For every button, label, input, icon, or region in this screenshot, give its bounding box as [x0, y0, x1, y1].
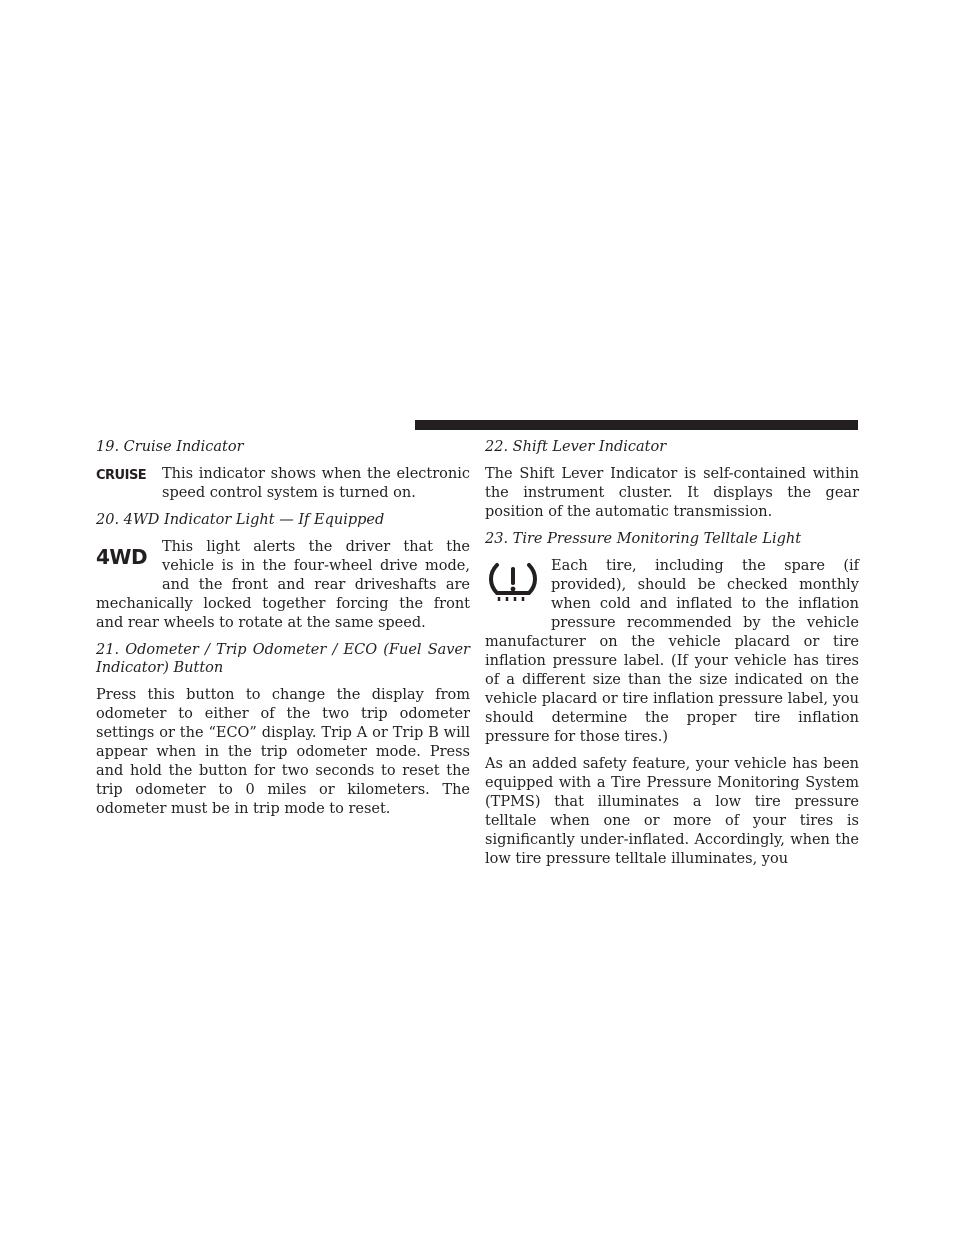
4wd-icon: 4WD [96, 545, 148, 569]
odometer-button-text: Press this button to change the display from odometer to either of the two trip odometer settings or the “ECO” display. Trip A or Trip B will appear when in the trip odometer mode. Press and hold the button for two seconds to reset the trip odometer to 0 miles or kilometers. The odometer must be in trip mode to reset. [96, 687, 470, 817]
cruise-icon: CRUISE [96, 468, 147, 483]
right-column [485, 438, 859, 877]
heading-odometer-button: 21. Odometer / Trip Odometer / ECO (Fuel Saver Indicator) Button [96, 642, 470, 676]
tire-pressure-text-2: As an added safety feature, your vehicle has been equipped with a Tire Pressure Monitoring System (TPMS) that illuminates a low tire pressure telltale when one or more of your tires is significantly under-inflated. Accordingly, when the low tire pressure telltale illuminates, you [485, 756, 859, 867]
heading-shift-lever-indicator: 22. Shift Lever Indicator [485, 439, 667, 455]
tire-pressure-icon [485, 559, 541, 619]
tire-pressure-text-1: Each tire, including the spare (if provided), should be checked monthly when cold and inflated to the inflation pressure recommended by the vehicle manufacturer on the vehicle placard or tire inflation pressure label. (If your vehicle has tires of a different size than the size indicated on the vehicle placard or tire inflation pressure label, you should determine the proper tire inflation pressure for those tires.) [485, 558, 859, 745]
4wd-indicator-text: This light alerts the driver that the vehicle is in the four-wheel drive mode, and the front and rear driveshafts are mechanically locked together forcing the front and rear wheels to rotate at the same speed. [96, 539, 470, 631]
header-rule [415, 420, 858, 430]
left-column [96, 438, 470, 827]
shift-lever-indicator-text: The Shift Lever Indicator is self-contained within the instrument cluster. It displays the gear position of the automatic transmission. [485, 466, 859, 520]
4wd-indicator-block [96, 538, 470, 633]
cruise-indicator-block [96, 465, 470, 503]
tire-pressure-block [485, 557, 859, 747]
heading-4wd-indicator: 20. 4WD Indicator Light — If Equipped [96, 512, 385, 528]
heading-cruise-indicator: 19. Cruise Indicator [96, 439, 244, 455]
heading-tire-pressure-telltale: 23. Tire Pressure Monitoring Telltale Light [485, 531, 802, 547]
cruise-indicator-text: This indicator shows when the electronic speed control system is turned on. [162, 466, 470, 501]
